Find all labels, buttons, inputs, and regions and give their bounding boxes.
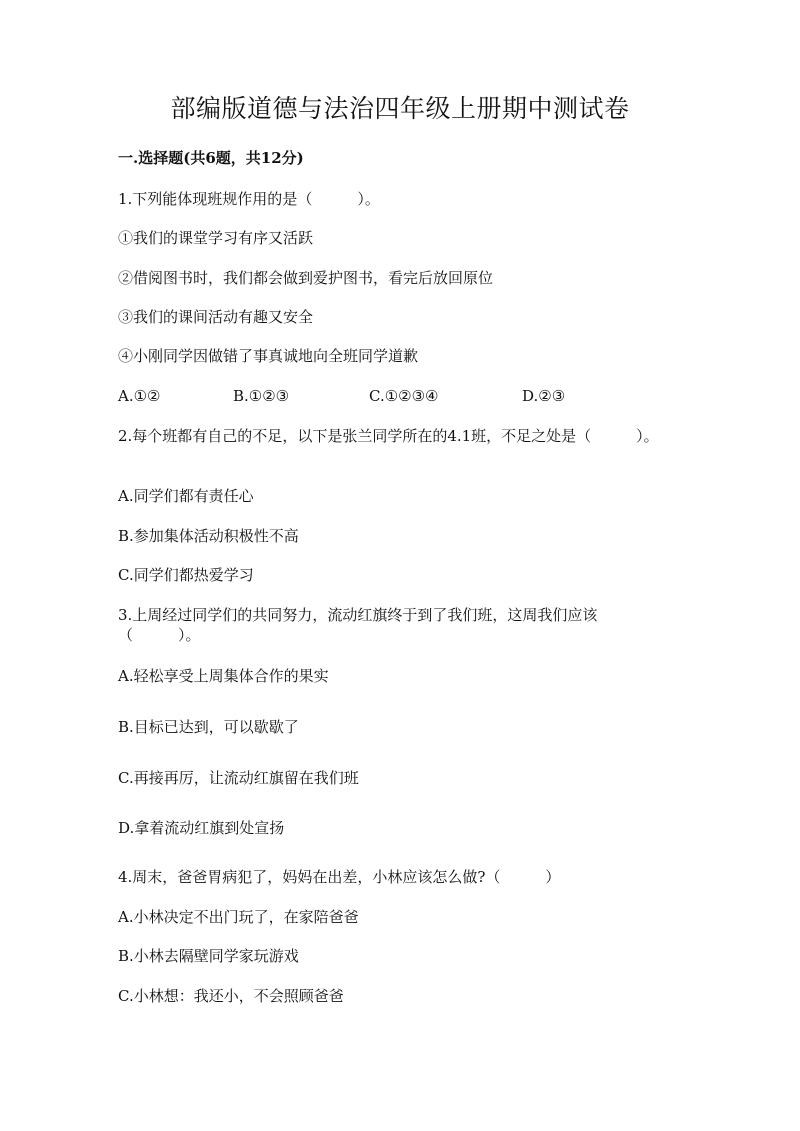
question-1-statement-2: ②借阅图书时，我们都会做到爱护图书，看完后放回原位 — [118, 269, 494, 287]
question-4-stem: 4.周末，爸爸胃病犯了，妈妈在出差，小林应该怎么做?（ ） — [118, 868, 561, 886]
question-1-option-c: C.①②③④ — [369, 387, 439, 405]
question-4-option-a: A.小林决定不出门玩了，在家陪爸爸 — [118, 908, 359, 926]
question-3-stem: 3.上周经过同学们的共同努力，流动红旗终于到了我们班，这周我们应该（ ）。 — [118, 606, 598, 644]
question-1-stem: 1.下列能体现班规作用的是（ ）。 — [118, 190, 380, 208]
question-3-option-d: D.拿着流动红旗到处宣扬 — [118, 819, 285, 837]
question-2-option-a: A.同学们都有责任心 — [118, 487, 254, 505]
page-title: 部编版道德与法治四年级上册期中测试卷 — [170, 94, 630, 123]
question-1-option-d: D.②③ — [522, 387, 566, 405]
question-1-option-b: B.①②③ — [233, 387, 290, 405]
question-3-option-a: A.轻松享受上周集体合作的果实 — [118, 667, 329, 685]
question-1-statement-4: ④小刚同学因做错了事真诚地向全班同学道歉 — [118, 347, 419, 365]
question-1-option-a: A.①② — [118, 387, 161, 405]
question-4-option-b: B.小林去隔壁同学家玩游戏 — [118, 947, 299, 965]
question-2-option-b: B.参加集体活动积极性不高 — [118, 527, 299, 545]
question-2-option-c: C.同学们都热爱学习 — [118, 566, 254, 584]
section-heading: 一.选择题(共6题，共12分) — [118, 149, 304, 167]
question-4-option-c: C.小林想：我还小，不会照顾爸爸 — [118, 987, 344, 1005]
question-1-statement-1: ①我们的课堂学习有序又活跃 — [118, 229, 314, 247]
question-2-stem: 2.每个班都有自己的不足，以下是张兰同学所在的4.1班，不足之处是（ ）。 — [118, 427, 659, 445]
question-3-option-c: C.再接再厉，让流动红旗留在我们班 — [118, 769, 359, 787]
question-1-statement-3: ③我们的课间活动有趣又安全 — [118, 308, 314, 326]
question-3-option-b: B.目标已达到，可以歇歇了 — [118, 718, 299, 736]
